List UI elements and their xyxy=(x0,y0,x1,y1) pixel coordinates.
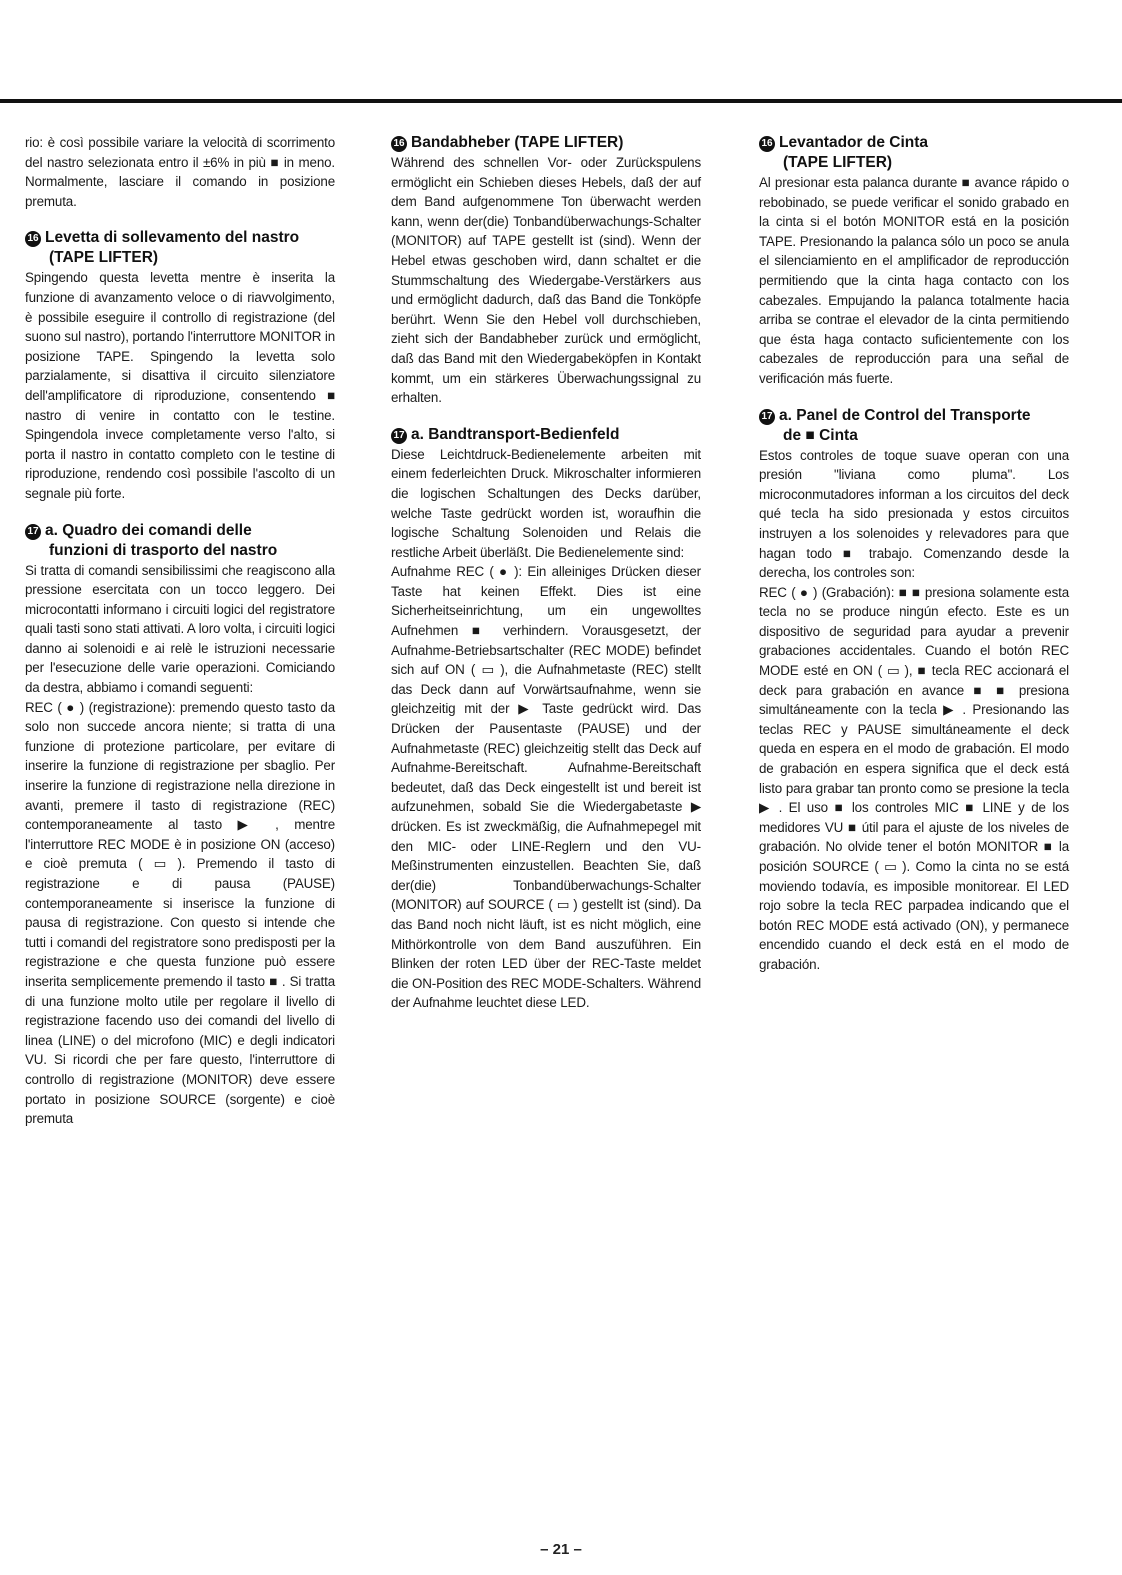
german-section-16-heading xyxy=(391,133,701,153)
spanish-section-17-body: Estos controles de toque suave operan con una presión "liviana como pluma". Los microconmutadores informan a los circuitos del deck qué tecla ha sido presionada y estos circuitos instruyen a los solenoides y relevadores para que hagan todo ■ trabajo. Comenzando desde la derecha, los controles son: xyxy=(759,447,1069,581)
italian-section-17-title: a. Quadro dei comandi delle xyxy=(45,521,252,539)
section-number-badge: 17 xyxy=(25,524,41,540)
section-number-badge: 17 xyxy=(759,409,775,425)
italian-section-16-title: Levetta di sollevamento del nastro xyxy=(45,229,300,247)
section-number-badge: 16 xyxy=(391,136,407,152)
spanish-section-17-subtitle: de ■ Cinta xyxy=(783,426,858,444)
spanish-section-16 xyxy=(759,133,1069,389)
german-section-16 xyxy=(391,133,701,408)
italian-section-17-body: Si tratta di comandi sensibilissimi che reagiscono alla pressione esercitata con un tocco leggero. Dei microcontatti informano i circuiti logici del registratore quali tasti sono stati attivati. A loro volta, i circuiti logici danno ai solenoidi e ai relè le istruzioni necessarie per l'esecuzione delle varie operazioni. Comiciando da destra, abbiamo i comandi seguenti: xyxy=(25,562,335,696)
german-section-17-body: Diese Leichtdruck-Bedienelemente arbeiten mit einem federleichten Druck. Mikroschalter informieren die logischen Schaltungen des Decks darüber, welche Taste gedrückt worden ist, woraufhin die logische Schaltung Solenoiden und Relais die restliche Arbeit überläßt. Die Bedienelemente sind: xyxy=(391,446,701,560)
italian-section-16-body: Spingendo questa levetta mentre è inserita la funzione di avanzamento veloce o di riavvolgimento, è possibile eseguire il controllo di registrazione (del suono sul nastro), portando l'interruttore MONITOR in posizione TAPE. Spingendo la levetta solo parzialamente, si disattiva il circuito silenziatore dell'amplificatore di riproduzione, consentendo ■ nastro di venire in contatto con le testine. Spingendola invece completamente verso l'alto, si porta il nastro in contatto completo con le testine di riproduzione, rendendo così possibile l'ascolto di un segnale più forte. xyxy=(25,270,335,501)
italian-section-16-heading xyxy=(25,228,335,268)
german-section-17-heading xyxy=(391,425,701,445)
german-section-17 xyxy=(391,425,701,1013)
spanish-section-17-rec: REC ( ● ) (Grabación): ■ ■ presiona solamente esta tecla no se produce ningún efecto. Este es un dispositivo de seguridad para ayudar a prevenir grabaciones accidentales. Cuando el botón REC MODE esté en ON ( ▭ ), ■ tecla REC accionará el deck para grabación en avance ■ ■ presiona simultáneamente con la tecla ▶ . Presionando las teclas REC y PAUSE simultáneamente el deck queda en espera en el modo de grabación. El modo de grabación en espera significa que el deck está listo para grabar tan pronto como se presione la tecla ▶ . El uso ■ los controles MIC ■ LINE y de los medidores VU ■ útil para el ajuste de los niveles de grabación. No olvide tener el botón MONITOR ■ la posición SOURCE ( ▭ ). Como la cinta no se está moviendo todavía, es imposible monitorear. El LED rojo sobre la tecla REC parpadea indicando que el botón REC MODE está activado (ON), y permanece encendido cuando el deck está en el modo de grabación. xyxy=(759,584,1069,972)
spanish-section-16-heading xyxy=(759,133,1069,173)
german-section-17-rec: Aufnahme REC ( ● ): Ein alleiniges Drücken dieser Taste hat keinen Effekt. Dies ist eine Sicherheitseinrichtung, um ein ungewolltes Aufnehmen ■ verhindern. Vorausgesetzt, der Aufnahme-Betriebsartschalter (REC MODE) befindet sich auf ON ( ▭ ), die Aufnahmetaste (REC) stellt das Deck dann auf Vorwärtsaufnahme, wenn sie gleichzeitig mit der ▶ Taste gedrückt wird. Das Drücken der Pausentaste (PAUSE) und der Aufnahmetaste (REC) gleichzeitig stellt das Deck auf Aufnahme-Bereitschaft. Aufnahme-Bereitschaft bedeutet, daß das Deck eingestellt ist und bereit ist aufzunehmen, sobald Sie die Wiedergabetaste ▶ drücken. Es ist zweckmäßig, die Aufnahmepegel mit den MIC- oder LINE-Reglern und den VU-Meßinstrumenten einzustellen. Beachten Sie, daß der(die) Tonbandüberwachungs-Schalter (MONITOR) auf SOURCE ( ▭ ) gestellt ist (sind). Da das Band noch nicht läuft, ist es nicht möglich, eine Mithörkontrolle von dem Band auszuführen. Ein Blinken der roten LED über der REC-Taste meldet die ON-Position des REC MODE-Schalters. Während der Aufnahme leuchtet diese LED. xyxy=(391,564,701,1011)
italian-column xyxy=(25,133,335,1129)
spanish-section-17 xyxy=(759,406,1069,975)
german-column xyxy=(391,133,701,1013)
section-number-badge: 16 xyxy=(25,231,41,247)
section-number-badge: 17 xyxy=(391,428,407,444)
german-section-16-title: Bandabheber (TAPE LIFTER) xyxy=(411,134,624,151)
italian-section-17-rec: REC ( ● ) (registrazione): premendo questo tasto da solo non succede ancora niente; si tratta di una funzione di protezione particolare, per evitare di inserire la funzione di registrazione per sbaglio. Per inserire la funzione di registrazione nella direzione in avanti, premere il tasto di registrazione (REC) contemporaneamente al tasto ▶ , mentre l'interruttore REC MODE è in posizione ON (acceso) e cioè premuta ( ▭ ). Premendo il tasto di registrazione e di pausa (PAUSE) contemporaneamente si inserisce la funzione di pausa di registrazione. Con questo si intende che tutti i comandi del registratore sono predisposti per la registrazione e che questa funzione può essere inserita semplicemente premendo il tasto ■ . Si tratta di una funzione molto utile per regolare il livello di registrazione facendo uso dei comandi del livello di linea (LINE) o del microfono (MIC) e degli indicatori VU. Si ricordi che per fare questo, l'interruttore di controllo di registrazione (MONITOR) deve essere portato in posizione SOURCE (sorgente) e cioè premuta xyxy=(25,699,335,1127)
top-rule xyxy=(0,99,1122,103)
spanish-section-17-title: a. Panel de Control del Transporte xyxy=(779,406,1031,424)
spanish-column xyxy=(759,133,1069,975)
italian-section-16 xyxy=(25,228,335,503)
spanish-section-16-subtitle: (TAPE LIFTER) xyxy=(783,154,893,171)
spanish-section-17-heading xyxy=(759,406,1069,446)
page-number: – 21 – xyxy=(540,1541,582,1558)
german-section-16-body: Während des schnellen Vor- oder Zurückspulens ermöglicht ein Schieben dieses Hebels, daß der auf dem Band aufgenommene Ton überwacht werden kann, wenn der(die) Tonbandüberwachungs-Schalter (MONITOR) auf TAPE gestellt ist (sind). Wenn der Hebel etwas geschoben wird, dann schaltet er die Stummschaltung des Wiedergabe-Verstärkers aus und ermöglicht dadurch, daß das Band die Tonköpfe berührt. Wenn Sie den Hebel voll durchschieben, zieht sich der Bandabheber zurück und ermöglicht, daß das Band mit den Wiedergabeköpfen in Kontakt kommt, um ein stärkeres Überwachungssignal zu erhalten. xyxy=(391,155,701,406)
spanish-section-16-body: Al presionar esta palanca durante ■ avance rápido o rebobinado, se puede verificar el sonido grabado en la cinta si el botón MONITOR está en la posición TAPE. Presionando la palanca sólo un poco se anula el silenciamiento en el amplificador de reproducción permitiendo que la cinta haga contacto con los cabezales. Empujando la palanca totalmente hacia arriba se contrae el elevador de la cinta permitiendo que ésta haga contacto suficientemente con los cabezales de reproducción para una señal de verificación más fuerte. xyxy=(759,175,1069,386)
italian-section-17 xyxy=(25,521,335,1129)
section-number-badge: 16 xyxy=(759,136,775,152)
italian-section-16-subtitle: (TAPE LIFTER) xyxy=(49,249,159,267)
italian-section-17-heading xyxy=(25,521,335,561)
german-section-17-title: a. Bandtransport-Bedienfeld xyxy=(411,425,620,443)
italian-section-17-subtitle: funzioni di trasporto del nastro xyxy=(49,541,278,559)
italian-intro: rio: è così possibile variare la velocità di scorrimento del nastro selezionata entro il ±6% in più ■ in meno. Normalmente, lasciare il comando in posizione premuta. xyxy=(25,135,335,209)
spanish-section-16-title: Levantador de Cinta xyxy=(779,134,928,151)
